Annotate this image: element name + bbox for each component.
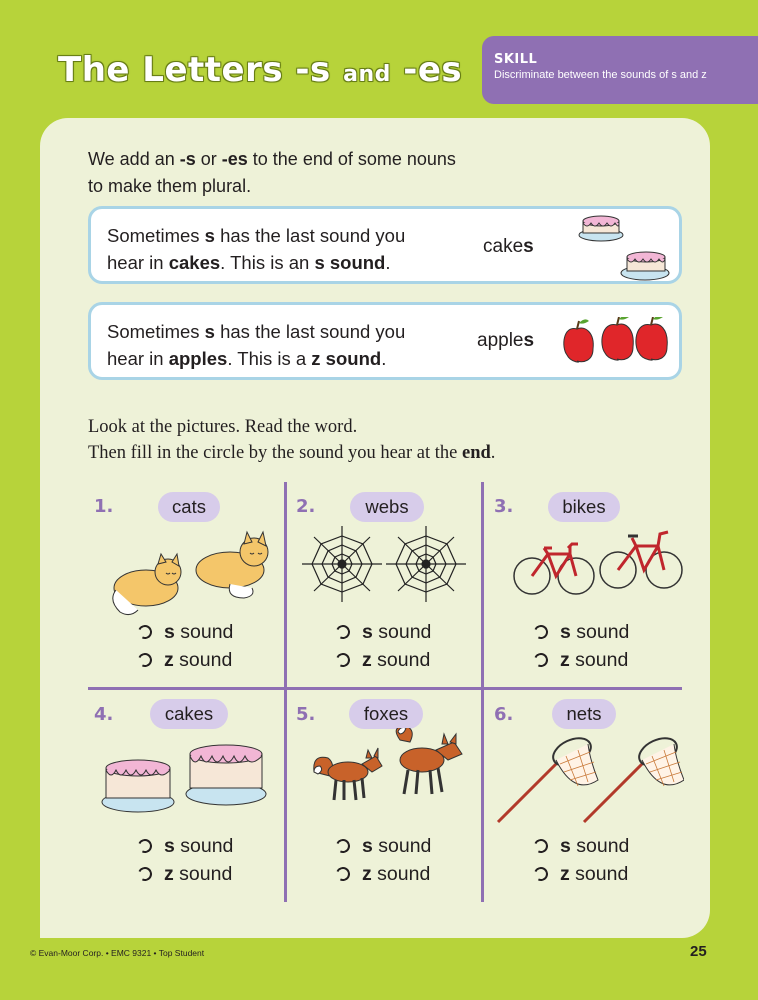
option-z-sound[interactable] [138, 646, 232, 674]
rule-bold: z sound [311, 348, 382, 369]
option-label: sound [173, 863, 233, 885]
radio-circle[interactable] [136, 651, 154, 669]
item-number: 1. [94, 496, 114, 517]
example-word-cakes [483, 236, 534, 258]
cat-icon [106, 528, 274, 618]
option-letter: z [362, 863, 372, 885]
title-end: -es [403, 50, 463, 90]
instructions-text-part: . [490, 443, 496, 463]
intro-line-2: to make them plural. [88, 176, 252, 196]
item-number: 4. [94, 704, 114, 725]
option-letter: s [164, 835, 175, 857]
radio-circle[interactable] [532, 651, 550, 669]
option-label: sound [570, 835, 630, 857]
option-letter: s [560, 835, 571, 857]
item-word: cakes [150, 699, 228, 729]
rule-text-part: hear in [107, 252, 169, 273]
intro-line-1 [88, 146, 456, 173]
intro-text-part: or [195, 149, 222, 169]
option-label: sound [371, 863, 431, 885]
radio-circle[interactable] [532, 865, 550, 883]
footer-credit: © Evan-Moor Corp. • EMC 9321 • Top Student [30, 948, 205, 958]
rule-text-part: has the last sound you [214, 225, 406, 246]
net-icon [494, 736, 684, 826]
option-s-sound[interactable] [336, 832, 431, 860]
option-z-sound[interactable] [336, 860, 430, 888]
option-s-sound[interactable] [138, 618, 233, 646]
option-label: sound [569, 863, 629, 885]
word-root: apple [477, 330, 524, 351]
option-label: sound [174, 835, 234, 857]
item-number: 2. [296, 496, 316, 517]
option-label: sound [372, 621, 432, 643]
instructions-bold-end: end [462, 443, 491, 463]
item-word: webs [350, 492, 424, 522]
skill-description: Discriminate between the sounds of s and z [494, 69, 707, 81]
intro-text-part: to the end of some nouns [247, 149, 456, 169]
option-letter: z [560, 649, 570, 671]
rule-bold: apples [168, 348, 228, 369]
cake-icon [575, 211, 679, 283]
item-word: bikes [548, 492, 620, 522]
word-ending: s [523, 330, 535, 351]
option-z-sound[interactable] [534, 646, 628, 674]
example-word-apples [477, 330, 534, 352]
spider-web-icon [300, 524, 470, 604]
rule-box-s-sound [88, 206, 682, 284]
cake-icon [100, 738, 270, 818]
option-z-sound[interactable] [138, 860, 232, 888]
item-number: 3. [494, 496, 514, 517]
word-ending: s [523, 236, 534, 257]
radio-circle[interactable] [532, 623, 550, 641]
apple-icon [559, 317, 675, 367]
option-letter: z [362, 649, 372, 671]
rule-text-part: . [381, 348, 387, 369]
rule-text-part: . This is a [227, 348, 312, 369]
option-letter: s [164, 621, 175, 643]
intro-bold-es: -es [221, 149, 248, 169]
grid-divider [481, 482, 484, 902]
option-z-sound[interactable] [534, 860, 628, 888]
intro-text [88, 146, 456, 200]
radio-circle[interactable] [334, 865, 352, 883]
rule-box-z-sound [88, 302, 682, 380]
bicycle-icon [512, 526, 688, 608]
option-z-sound[interactable] [336, 646, 430, 674]
grid-divider [88, 687, 682, 690]
title-and: and [343, 62, 391, 87]
intro-text-part: We add an [88, 149, 180, 169]
option-letter: s [560, 621, 571, 643]
rule-line-1 [107, 318, 405, 345]
option-label: sound [372, 835, 432, 857]
rule-text-part: hear in [107, 348, 169, 369]
instructions-line-1: Look at the pictures. Read the word. [88, 417, 358, 437]
skill-label: SKILL [494, 52, 538, 67]
radio-circle[interactable] [334, 623, 352, 641]
rule-text [107, 318, 405, 372]
radio-circle[interactable] [136, 837, 154, 855]
option-label: sound [569, 649, 629, 671]
option-letter: s [362, 621, 373, 643]
rule-bold: s sound [314, 252, 386, 273]
grid-divider [284, 482, 287, 902]
option-s-sound[interactable] [138, 832, 233, 860]
option-letter: s [362, 835, 373, 857]
option-letter: z [560, 863, 570, 885]
option-label: sound [173, 649, 233, 671]
item-word: nets [552, 699, 616, 729]
option-letter: z [164, 649, 174, 671]
rule-text-part: . This is an [220, 252, 315, 273]
instructions-text-part: Then fill in the circle by the sound you hear at the [88, 443, 462, 463]
rule-bold: s [204, 321, 215, 342]
instructions-line-2 [88, 440, 495, 466]
word-root: cake [483, 236, 524, 257]
item-word: cats [158, 492, 220, 522]
radio-circle[interactable] [334, 651, 352, 669]
radio-circle[interactable] [136, 623, 154, 641]
rule-text [107, 222, 405, 276]
rule-line-2 [107, 345, 405, 372]
fox-icon [310, 728, 470, 808]
option-letter: z [164, 863, 174, 885]
title-main: The Letters -s [58, 50, 331, 90]
rule-bold: s [204, 225, 215, 246]
rule-text-part: Sometimes [107, 225, 205, 246]
option-label: sound [570, 621, 630, 643]
page-title [58, 50, 462, 90]
instructions [88, 414, 495, 466]
option-label: sound [174, 621, 234, 643]
rule-line-1 [107, 222, 405, 249]
page-number: 25 [690, 943, 707, 960]
rule-text-part: has the last sound you [214, 321, 406, 342]
rule-bold: cakes [168, 252, 221, 273]
radio-circle[interactable] [532, 837, 550, 855]
radio-circle[interactable] [334, 837, 352, 855]
item-number: 5. [296, 704, 316, 725]
option-s-sound[interactable] [534, 618, 629, 646]
rule-line-2 [107, 249, 405, 276]
option-s-sound[interactable] [336, 618, 431, 646]
radio-circle[interactable] [136, 865, 154, 883]
item-word: foxes [349, 699, 423, 729]
intro-bold-s: -s [179, 149, 196, 169]
item-number: 6. [494, 704, 514, 725]
option-s-sound[interactable] [534, 832, 629, 860]
skill-banner [482, 36, 758, 104]
rule-text-part: Sometimes [107, 321, 205, 342]
option-label: sound [371, 649, 431, 671]
rule-text-part: . [385, 252, 391, 273]
